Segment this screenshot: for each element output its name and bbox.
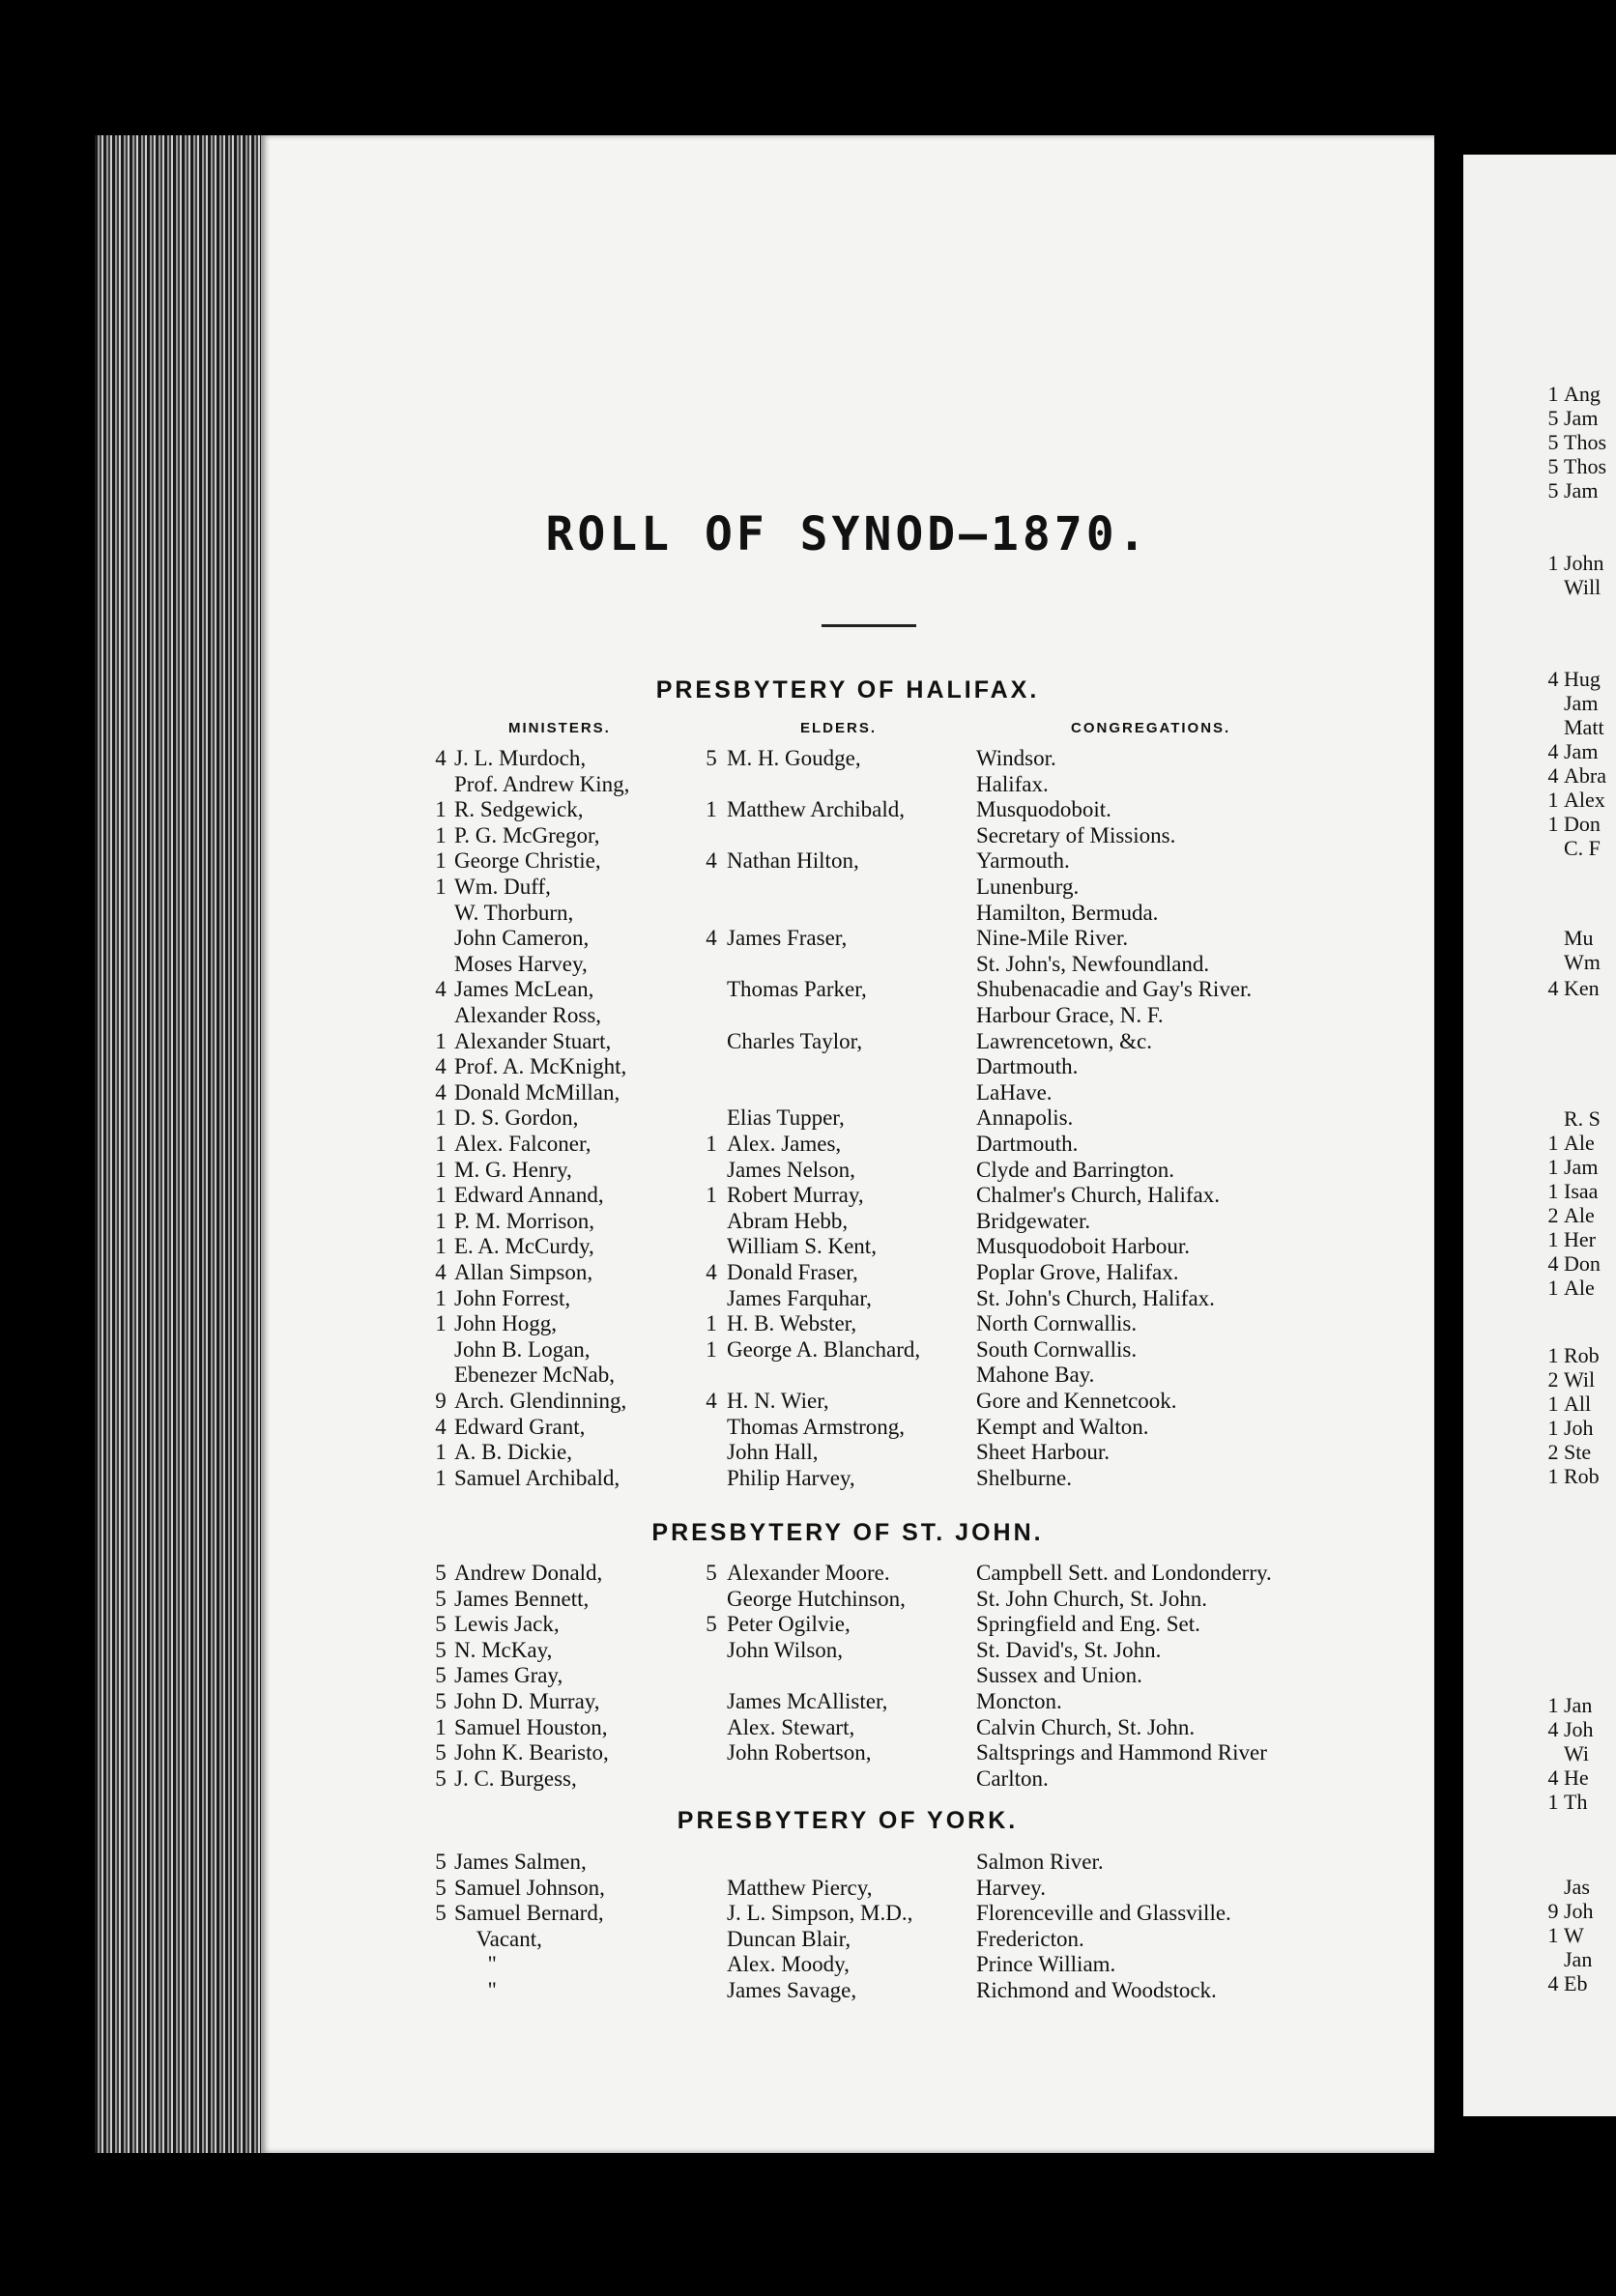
adjacent-name: Alex — [1564, 788, 1605, 812]
congregation-name: Musquodoboit Harbour. — [976, 1234, 1191, 1259]
adjacent-number: 2 — [1547, 1440, 1559, 1464]
elder-name: Alex. Moody, — [727, 1952, 850, 1977]
congregation-name: Kempt and Walton. — [976, 1414, 1149, 1439]
roll-row — [0, 797, 1616, 822]
elder-number: 4 — [706, 848, 717, 874]
minister-name: Prof. Andrew King, — [454, 771, 630, 796]
elder-name: John Robertson, — [727, 1740, 872, 1765]
adjacent-name: Ken — [1564, 976, 1600, 1000]
adjacent-number: 1 — [1547, 812, 1559, 836]
roll-row — [0, 1054, 1616, 1079]
adjacent-name: Don — [1564, 812, 1601, 836]
minister-name: A. B. Dickie, — [454, 1440, 573, 1465]
section-heading: PRESBYTERY OF ST. JOHN. — [651, 1519, 1044, 1546]
adjacent-number: 1 — [1547, 1131, 1559, 1155]
minister-number: 1 — [435, 1311, 447, 1336]
minister-name: Alex. Falconer, — [454, 1132, 592, 1156]
adjacent-name: Mu — [1564, 926, 1594, 950]
minister-name: Samuel Archibald, — [454, 1465, 620, 1490]
adjacent-name: Will — [1564, 575, 1602, 599]
adjacent-name: All — [1564, 1392, 1592, 1416]
congregation-name: Salmon River. — [976, 1850, 1104, 1874]
minister-number: 1 — [435, 848, 447, 874]
minister-number: 5 — [435, 1637, 447, 1662]
adjacent-number: 1 — [1547, 1790, 1559, 1814]
congregation-name: Annapolis. — [976, 1105, 1074, 1131]
congregation-name: Halifax. — [976, 771, 1049, 796]
adjacent-number: 4 — [1547, 667, 1559, 691]
congregation-name: St. David's, St. John. — [976, 1637, 1162, 1662]
congregation-name: Shelburne. — [976, 1465, 1073, 1490]
minister-name: John B. Logan, — [454, 1336, 591, 1362]
minister-number: 1 — [435, 1234, 447, 1259]
congregation-name: Mahone Bay. — [976, 1363, 1095, 1388]
congregation-name: South Cornwallis. — [976, 1336, 1138, 1362]
roll-row — [0, 1850, 1616, 1875]
minister-number: 9 — [435, 1389, 447, 1413]
bleed-through-text — [367, 246, 1392, 517]
elder-name: Philip Harvey, — [727, 1465, 855, 1490]
adjacent-name: Jan — [1564, 1947, 1593, 1971]
elder-number: 4 — [706, 1389, 717, 1413]
page-title: ROLL OF SYNOD—1870. — [545, 507, 1150, 561]
minister-name: Andrew Donald, — [454, 1561, 603, 1585]
column-head-ministers: MINISTERS. — [508, 720, 611, 736]
congregation-name: Saltsprings and Hammond River — [976, 1740, 1267, 1765]
adjacent-name: Ang — [1564, 382, 1601, 406]
minister-name: N. McKay, — [454, 1637, 553, 1662]
adjacent-number: 1 — [1547, 1343, 1559, 1367]
minister-number: 1 — [435, 1183, 447, 1208]
adjacent-name: Isaa — [1564, 1179, 1599, 1203]
minister-number: 5 — [435, 1689, 447, 1713]
roll-row — [0, 901, 1616, 926]
roll-row — [0, 1612, 1616, 1637]
congregation-name: Moncton. — [976, 1689, 1062, 1713]
congregation-name: Fredericton. — [976, 1926, 1084, 1951]
minister-number: 5 — [435, 1875, 447, 1900]
adjacent-number: 9 — [1547, 1899, 1559, 1923]
section-heading: PRESBYTERY OF HALIFAX. — [655, 676, 1040, 703]
minister-name: John D. Murray, — [454, 1689, 600, 1713]
congregation-name: Richmond and Woodstock. — [976, 1978, 1217, 2002]
congregation-name: North Cornwallis. — [976, 1311, 1138, 1336]
elder-number: 5 — [706, 1561, 717, 1585]
roll-row — [0, 1389, 1616, 1414]
minister-name: James Bennett, — [454, 1586, 590, 1611]
adjacent-number: 4 — [1547, 1765, 1559, 1790]
adjacent-number: 1 — [1547, 1276, 1559, 1300]
adjacent-number: 1 — [1547, 1155, 1559, 1179]
minister-name: J. L. Murdoch, — [454, 746, 587, 770]
adjacent-number: 5 — [1547, 454, 1559, 478]
minister-name: Ebenezer McNab, — [454, 1363, 616, 1388]
adjacent-name: Hug — [1564, 667, 1601, 691]
congregation-name: St. John's, Newfoundland. — [976, 951, 1210, 976]
adjacent-name: Rob — [1564, 1343, 1600, 1367]
elder-name: George Hutchinson, — [727, 1586, 906, 1611]
elder-name: J. L. Simpson, M.D., — [727, 1901, 913, 1926]
adjacent-name: R. S — [1564, 1106, 1601, 1131]
roll-row — [0, 1466, 1616, 1491]
roll-row — [0, 1663, 1616, 1688]
adjacent-name: Wi — [1564, 1741, 1589, 1765]
minister-name: James Salmen, — [454, 1850, 587, 1874]
elder-name: Matthew Piercy, — [727, 1875, 873, 1900]
minister-name: W. Thorburn, — [454, 900, 574, 925]
column-head-congregations: CONGREGATIONS. — [1071, 720, 1231, 736]
congregation-name: Nine-Mile River. — [976, 926, 1129, 951]
adjacent-name: Ale — [1564, 1203, 1595, 1227]
congregation-name: Dartmouth. — [976, 1132, 1079, 1156]
roll-row — [0, 1105, 1616, 1131]
title-rule — [822, 624, 916, 627]
adjacent-name: Ste — [1564, 1440, 1592, 1464]
adjacent-number: 4 — [1547, 1251, 1559, 1276]
adjacent-name: Jas — [1564, 1875, 1590, 1899]
elder-number: 5 — [706, 746, 717, 770]
elder-name: Matthew Archibald, — [727, 797, 905, 822]
minister-number: 1 — [435, 822, 447, 847]
congregation-name: Dartmouth. — [976, 1054, 1079, 1079]
elder-name: Thomas Parker, — [727, 977, 867, 1002]
adjacent-number: 5 — [1547, 406, 1559, 430]
adjacent-number: 2 — [1547, 1367, 1559, 1392]
adjacent-name: Don — [1564, 1251, 1601, 1276]
roll-row — [0, 772, 1616, 797]
adjacent-number: 1 — [1547, 1227, 1559, 1251]
congregation-name: Musquodoboit. — [976, 797, 1111, 822]
congregation-name: Sheet Harbour. — [976, 1440, 1110, 1465]
adjacent-name: Joh — [1564, 1717, 1594, 1741]
roll-row — [0, 1952, 1616, 1977]
minister-number: 5 — [435, 1663, 447, 1688]
elder-number: 1 — [706, 1311, 717, 1336]
roll-row — [0, 1003, 1616, 1028]
minister-number: 4 — [435, 746, 447, 770]
congregation-name: St. John's Church, Halifax. — [976, 1285, 1215, 1310]
adjacent-name: Her — [1564, 1227, 1596, 1251]
adjacent-number: 1 — [1547, 788, 1559, 812]
minister-name: John K. Bearisto, — [454, 1740, 609, 1765]
adjacent-name: Ale — [1564, 1276, 1595, 1300]
roll-row — [0, 1311, 1616, 1336]
adjacent-number: 1 — [1547, 551, 1559, 575]
minister-number: 5 — [435, 1901, 447, 1926]
adjacent-number: 1 — [1547, 1923, 1559, 1947]
adjacent-name: Jam — [1564, 406, 1599, 430]
minister-name: Alexander Ross, — [454, 1003, 602, 1027]
section-heading: PRESBYTERY OF YORK. — [677, 1807, 1019, 1834]
elder-name: Donald Fraser, — [727, 1260, 858, 1284]
adjacent-number: 1 — [1547, 1693, 1559, 1717]
congregation-name: Harbour Grace, N. F. — [976, 1003, 1164, 1027]
adjacent-name: Jam — [1564, 691, 1599, 715]
congregation-name: Shubenacadie and Gay's River. — [976, 977, 1253, 1002]
elder-name: Peter Ogilvie, — [727, 1612, 851, 1637]
adjacent-number: 1 — [1547, 382, 1559, 406]
minister-name: Wm. Duff, — [454, 875, 551, 899]
congregation-name: Campbell Sett. and Londonderry. — [976, 1561, 1272, 1585]
adjacent-number: 1 — [1547, 1179, 1559, 1203]
roll-row — [0, 952, 1616, 977]
minister-name: George Christie, — [454, 848, 601, 874]
congregation-name: Carlton. — [976, 1765, 1049, 1791]
congregation-name: Poplar Grove, Halifax. — [976, 1260, 1179, 1284]
minister-number: 5 — [435, 1740, 447, 1765]
adjacent-name: He — [1564, 1765, 1589, 1790]
congregation-name: Sussex and Union. — [976, 1663, 1142, 1688]
elder-name: John Wilson, — [727, 1637, 844, 1662]
minister-number: 5 — [435, 1586, 447, 1611]
elder-number: 4 — [706, 926, 717, 951]
minister-name: Vacant, — [454, 1926, 542, 1951]
elder-name: James Savage, — [727, 1978, 857, 2002]
roll-row — [0, 1440, 1616, 1465]
minister-name: John Hogg, — [454, 1311, 558, 1336]
minister-name: Edward Grant, — [454, 1414, 586, 1439]
roll-row — [0, 823, 1616, 848]
adjacent-name: C. F — [1564, 836, 1601, 860]
elder-number: 1 — [706, 1336, 717, 1362]
congregation-name: Calvin Church, St. John. — [976, 1714, 1196, 1739]
adjacent-number: 5 — [1547, 478, 1559, 502]
minister-name: Edward Annand, — [454, 1183, 604, 1208]
roll-row — [0, 1876, 1616, 1901]
elder-name: M. H. Goudge, — [727, 746, 861, 770]
elder-name: Elias Tupper, — [727, 1105, 845, 1131]
minister-name: James Gray, — [454, 1663, 563, 1688]
minister-name: P. G. McGregor, — [454, 822, 600, 847]
minister-number: 1 — [435, 797, 447, 822]
minister-number: 5 — [435, 1561, 447, 1585]
roll-row — [0, 746, 1616, 771]
adjacent-number: 4 — [1547, 1971, 1559, 1995]
roll-row — [0, 1901, 1616, 1926]
roll-row — [0, 926, 1616, 951]
adjacent-name: Joh — [1564, 1899, 1594, 1923]
roll-row — [0, 1927, 1616, 1952]
minister-name: Prof. A. McKnight, — [454, 1054, 627, 1079]
adjacent-number: 5 — [1547, 430, 1559, 454]
adjacent-name: Jan — [1564, 1693, 1593, 1717]
elder-name: George A. Blanchard, — [727, 1336, 921, 1362]
roll-row — [0, 1029, 1616, 1054]
minister-name: M. G. Henry, — [454, 1157, 572, 1182]
roll-row — [0, 1363, 1616, 1388]
minister-number: 1 — [435, 1465, 447, 1490]
adjacent-number: 4 — [1547, 763, 1559, 788]
minister-name: Lewis Jack, — [454, 1612, 560, 1637]
congregation-name: Yarmouth. — [976, 848, 1070, 874]
minister-name: John Cameron, — [454, 926, 590, 951]
adjacent-name: Matt — [1564, 715, 1604, 739]
roll-row — [0, 1337, 1616, 1363]
adjacent-name: Eb — [1564, 1971, 1588, 1995]
roll-row — [0, 1158, 1616, 1183]
minister-number: 4 — [435, 977, 447, 1002]
roll-row — [0, 1234, 1616, 1259]
congregation-name: Gore and Kennetcook. — [976, 1389, 1177, 1413]
elder-name: William S. Kent, — [727, 1234, 877, 1259]
adjacent-name: Jam — [1564, 1155, 1599, 1179]
minister-name: " — [454, 1952, 497, 1977]
adjacent-name: Jam — [1564, 478, 1599, 502]
elder-name: James Nelson, — [727, 1157, 855, 1182]
elder-name: Robert Murray, — [727, 1183, 864, 1208]
elder-name: Nathan Hilton, — [727, 848, 859, 874]
minister-name: Samuel Bernard, — [454, 1901, 604, 1926]
congregation-name: Chalmer's Church, Halifax. — [976, 1183, 1220, 1208]
minister-number: 5 — [435, 1765, 447, 1791]
elder-number: 1 — [706, 797, 717, 822]
elder-name: Alex. Stewart, — [727, 1714, 855, 1739]
congregation-name: Florenceville and Glassville. — [976, 1901, 1231, 1926]
elder-name: James Fraser, — [727, 926, 848, 951]
adjacent-name: John — [1564, 551, 1604, 575]
minister-number: 1 — [435, 1440, 447, 1465]
roll-row — [0, 1638, 1616, 1663]
minister-name: P. M. Morrison, — [454, 1208, 595, 1233]
minister-name: Donald McMillan, — [454, 1079, 620, 1105]
congregation-name: Lawrencetown, &c. — [976, 1028, 1153, 1053]
roll-row — [0, 1978, 1616, 2003]
adjacent-number: 4 — [1547, 976, 1559, 1000]
minister-name: Alexander Stuart, — [454, 1028, 612, 1053]
adjacent-name: Jam — [1564, 739, 1599, 763]
adjacent-name: Wm — [1564, 950, 1601, 974]
minister-name: John Forrest, — [454, 1285, 571, 1310]
adjacent-number: 1 — [1547, 1392, 1559, 1416]
minister-number: 4 — [435, 1414, 447, 1439]
roll-row — [0, 1183, 1616, 1208]
minister-name: J. C. Burgess, — [454, 1765, 577, 1791]
elder-name: Alexander Moore. — [727, 1561, 890, 1585]
elder-number: 1 — [706, 1132, 717, 1156]
minister-name: Allan Simpson, — [454, 1260, 593, 1284]
elder-name: Abram Hebb, — [727, 1208, 849, 1233]
roll-row — [0, 1715, 1616, 1740]
elder-name: Alex. James, — [727, 1132, 842, 1156]
column-head-elders: ELDERS. — [800, 720, 878, 736]
congregation-name: Springfield and Eng. Set. — [976, 1612, 1200, 1637]
roll-row — [0, 1080, 1616, 1105]
congregation-name: Prince William. — [976, 1952, 1116, 1977]
roll-row — [0, 977, 1616, 1002]
minister-name: Samuel Johnson, — [454, 1875, 605, 1900]
elder-name: Duncan Blair, — [727, 1926, 851, 1951]
minister-number: 4 — [435, 1260, 447, 1284]
adjacent-name: Rob — [1564, 1464, 1600, 1488]
minister-number: 1 — [435, 1132, 447, 1156]
adjacent-number: 2 — [1547, 1203, 1559, 1227]
adjacent-number: 1 — [1547, 1464, 1559, 1488]
roll-row — [0, 1415, 1616, 1440]
elder-number: 1 — [706, 1183, 717, 1208]
elder-number: 4 — [706, 1260, 717, 1284]
roll-row — [0, 1286, 1616, 1311]
minister-name: Samuel Houston, — [454, 1714, 608, 1739]
minister-number: 4 — [435, 1079, 447, 1105]
elder-name: John Hall, — [727, 1440, 819, 1465]
adjacent-name: Thos — [1564, 430, 1606, 454]
roll-row — [0, 1766, 1616, 1792]
roll-row — [0, 1132, 1616, 1157]
elder-name: H. N. Wier, — [727, 1389, 829, 1413]
adjacent-name: Thos — [1564, 454, 1606, 478]
roll-row — [0, 1209, 1616, 1234]
congregation-name: Lunenburg. — [976, 875, 1080, 899]
congregation-name: Clyde and Barrington. — [976, 1157, 1175, 1182]
roll-row — [0, 1587, 1616, 1612]
adjacent-name: Joh — [1564, 1416, 1594, 1440]
minister-number: 5 — [435, 1850, 447, 1874]
congregation-name: Secretary of Missions. — [976, 822, 1176, 847]
minister-number: 1 — [435, 1157, 447, 1182]
adjacent-name: Ale — [1564, 1131, 1595, 1155]
minister-number: 1 — [435, 1208, 447, 1233]
adjacent-name: Wil — [1564, 1367, 1596, 1392]
adjacent-name: Th — [1564, 1790, 1588, 1814]
elder-name: Thomas Armstrong, — [727, 1414, 905, 1439]
adjacent-name: Abra — [1564, 763, 1606, 788]
congregation-name: Windsor. — [976, 746, 1056, 770]
roll-row — [0, 1740, 1616, 1765]
minister-name: Moses Harvey, — [454, 951, 588, 976]
adjacent-number: 4 — [1547, 739, 1559, 763]
elder-name: James McAllister, — [727, 1689, 888, 1713]
minister-number: 1 — [435, 875, 447, 899]
minister-number: 4 — [435, 1054, 447, 1079]
minister-name: E. A. McCurdy, — [454, 1234, 594, 1259]
minister-number: 1 — [435, 1714, 447, 1739]
elder-name: James Farquhar, — [727, 1285, 872, 1310]
minister-number: 5 — [435, 1612, 447, 1637]
roll-row — [0, 1260, 1616, 1285]
minister-name: " — [454, 1978, 497, 2002]
minister-name: Arch. Glendinning, — [454, 1389, 627, 1413]
roll-row — [0, 848, 1616, 874]
elder-number: 5 — [706, 1612, 717, 1637]
minister-name: James McLean, — [454, 977, 594, 1002]
roll-row — [0, 1561, 1616, 1586]
minister-number: 1 — [435, 1028, 447, 1053]
elder-name: H. B. Webster, — [727, 1311, 857, 1336]
adjacent-number: 4 — [1547, 1717, 1559, 1741]
congregation-name: Bridgewater. — [976, 1208, 1091, 1233]
minister-name: R. Sedgewick, — [454, 797, 584, 822]
adjacent-number: 1 — [1547, 1416, 1559, 1440]
adjacent-name: W — [1564, 1923, 1584, 1947]
roll-row — [0, 875, 1616, 900]
minister-name: D. S. Gordon, — [454, 1105, 579, 1131]
congregation-name: St. John Church, St. John. — [976, 1586, 1207, 1611]
elder-name: Charles Taylor, — [727, 1028, 863, 1053]
congregation-name: LaHave. — [976, 1079, 1053, 1105]
congregation-name: Harvey. — [976, 1875, 1046, 1900]
roll-row — [0, 1689, 1616, 1714]
minister-number: 1 — [435, 1105, 447, 1131]
congregation-name: Hamilton, Bermuda. — [976, 900, 1159, 925]
minister-number: 1 — [435, 1285, 447, 1310]
